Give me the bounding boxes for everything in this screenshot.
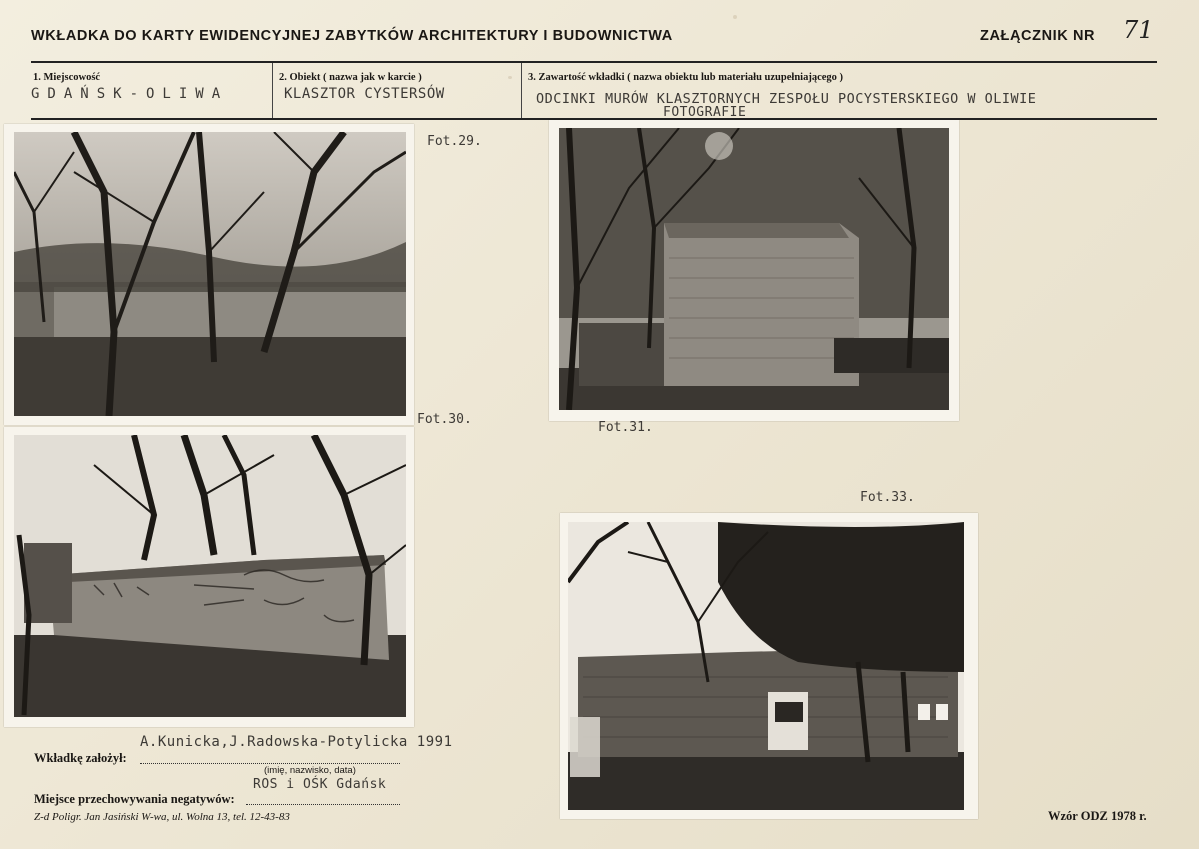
photo-image bbox=[14, 435, 406, 717]
photo-fot29 bbox=[4, 124, 414, 425]
caption-fot33: Fot.33. bbox=[860, 490, 915, 505]
photo-image bbox=[559, 128, 949, 410]
author-hint: (imię, nazwisko, data) bbox=[264, 765, 356, 776]
locality-value: GDAŃSK-OLIWA bbox=[31, 86, 229, 102]
paper-spot bbox=[508, 76, 512, 79]
photo-fot31 bbox=[549, 120, 959, 421]
content-value-2: FOTOGRAFIE bbox=[663, 105, 747, 118]
photo-fot33 bbox=[560, 513, 978, 819]
object-value: KLASZTOR CYSTERSÓW bbox=[284, 86, 445, 102]
printer-note: Z-d Poligr. Jan Jasiński W-wa, ul. Wolna 13, tel. 12-43-83 bbox=[34, 811, 290, 823]
author-label: Wkładkę założył: bbox=[34, 751, 127, 765]
content-label: 3. Zawartość wkładki ( nazwa obiektu lub materiału uzupełniającego ) bbox=[528, 72, 844, 83]
caption-fot30: Fot.30. bbox=[417, 412, 472, 427]
object-label: 2. Obiekt ( nazwa jak w karcie ) bbox=[279, 72, 422, 83]
annex-label: ZAŁĄCZNIK NR bbox=[980, 28, 1096, 44]
negatives-dotted-line bbox=[246, 804, 400, 805]
photo-image bbox=[14, 132, 406, 416]
header-rule-top bbox=[31, 61, 1157, 63]
author-dotted-line bbox=[140, 763, 400, 764]
photo-fot30 bbox=[4, 427, 414, 727]
content-value: ODCINKI MURÓW KLASZTORNYCH ZESPOŁU POCYSTERSKIEGO W OLIWIE bbox=[536, 91, 1037, 107]
form-label: Wzór ODZ 1978 r. bbox=[1048, 809, 1147, 823]
photo-image bbox=[568, 522, 964, 810]
negatives-value: ROS i OŚK Gdańsk bbox=[253, 777, 387, 792]
card-title: WKŁADKA DO KARTY EWIDENCYJNEJ ZABYTKÓW ARCHITEKTURY I BUDOWNICTWA bbox=[31, 28, 673, 44]
field-divider bbox=[521, 63, 522, 118]
annex-number: 71 bbox=[1123, 16, 1154, 44]
caption-fot29: Fot.29. bbox=[427, 134, 482, 149]
locality-label: 1. Miejscowość bbox=[33, 72, 101, 83]
author-value: A.Kunicka,J.Radowska-Potylicka 1991 bbox=[140, 734, 453, 750]
paper-spot bbox=[733, 15, 737, 19]
caption-fot31: Fot.31. bbox=[598, 420, 653, 435]
negatives-label: Miejsce przechowywania negatywów: bbox=[34, 792, 235, 806]
field-divider bbox=[272, 63, 273, 118]
